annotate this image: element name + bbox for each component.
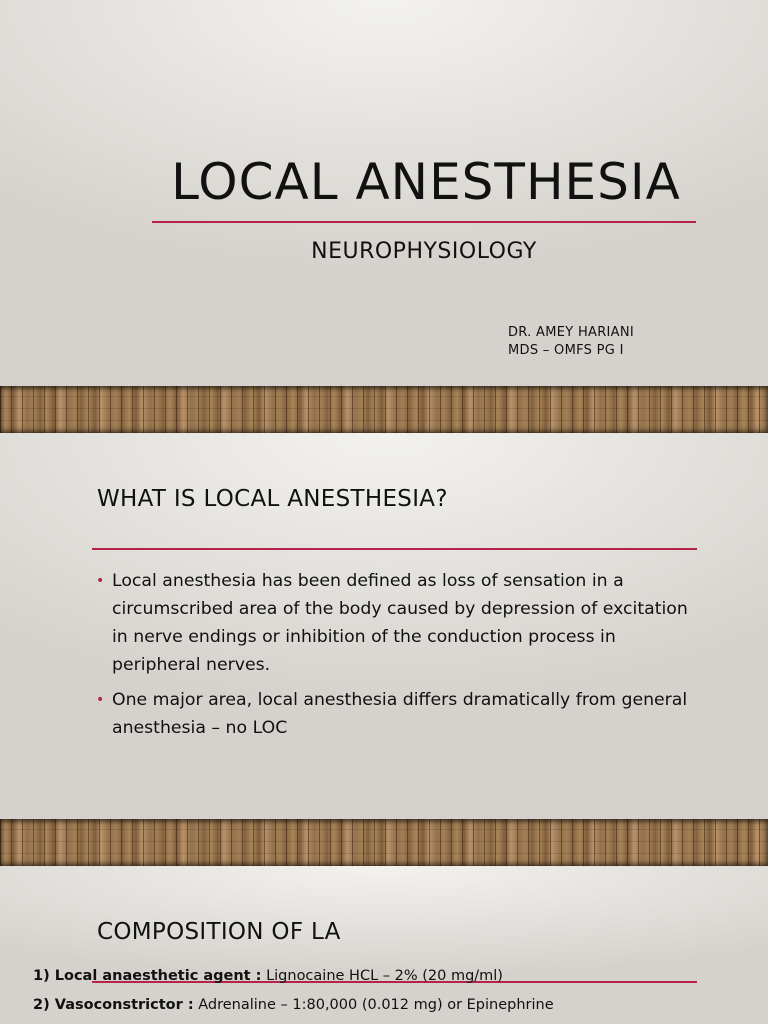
bullet-item	[96, 567, 696, 679]
slide-title-heading: LOCAL ANESTHESIA	[171, 153, 681, 211]
heading-divider	[92, 548, 697, 550]
slide-subtitle: NEUROPHYSIOLOGY	[311, 239, 537, 264]
bullet-text: One major area, local anesthesia differs dramatically from general anesthesia – no LOC	[112, 690, 688, 738]
composition-value: Lignocaine HCL – 2% (20 mg/ml)	[266, 968, 503, 984]
author-block	[508, 324, 634, 360]
bullet-item	[96, 686, 696, 742]
slide-heading: WHAT IS LOCAL ANESTHESIA?	[97, 486, 448, 512]
composition-value: Adrenaline – 1:80,000 (0.012 mg) or Epinephrine	[198, 997, 554, 1013]
bullet-text: Local anesthesia has been defined as loss of sensation in a circumscribed area of the body caused by depression of excitation in nerve endings or inhibition of the conduction process in peripheral nerves.	[112, 571, 688, 675]
composition-item	[33, 995, 554, 1015]
bullet-list	[96, 567, 696, 749]
author-designation: MDS – OMFS PG I	[508, 343, 624, 358]
composition-label: 2) Vasoconstrictor :	[33, 997, 194, 1013]
bullet-icon: •	[96, 692, 105, 708]
wood-floor-divider	[0, 386, 768, 433]
composition-item	[33, 966, 503, 986]
slide-definition	[0, 433, 768, 819]
wood-floor-divider	[0, 819, 768, 866]
author-name: DR. AMEY HARIANI	[508, 325, 635, 340]
title-divider	[152, 221, 696, 223]
bullet-icon: •	[96, 573, 105, 589]
slide-heading: COMPOSITION OF LA	[97, 919, 341, 945]
composition-label: 1) Local anaesthetic agent :	[33, 968, 262, 984]
slide-composition	[0, 866, 768, 1024]
slide-title	[0, 0, 768, 386]
